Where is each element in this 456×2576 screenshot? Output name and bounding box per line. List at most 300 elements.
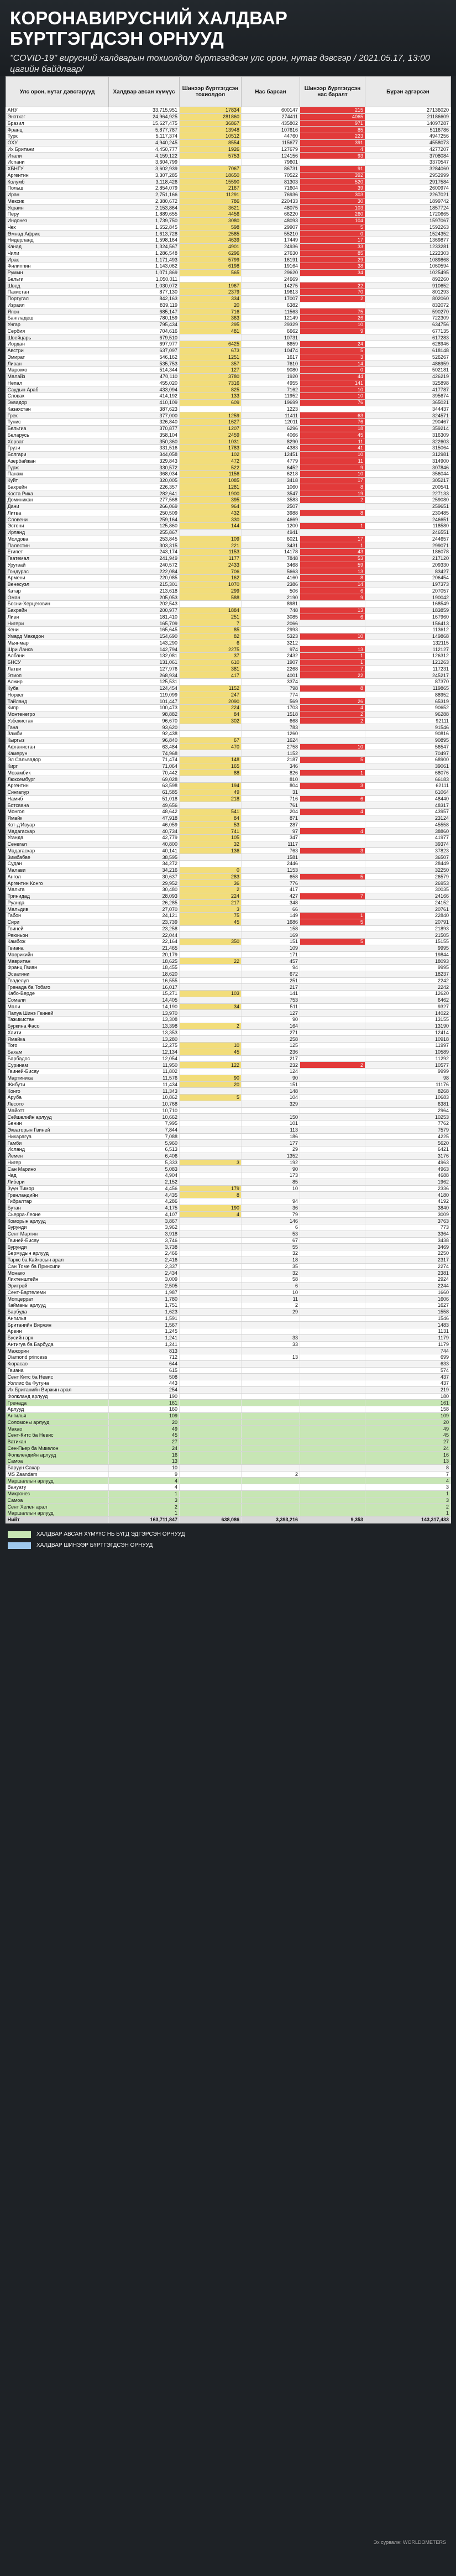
cell-total-cases: 98,882: [109, 711, 180, 718]
cell-country: Алжир: [6, 679, 109, 685]
cell-deaths: 85: [242, 1179, 300, 1185]
cell-deaths: 148: [242, 1088, 300, 1095]
cell-recovered: 7762: [365, 1121, 451, 1127]
cell-new-deaths: [300, 1412, 365, 1419]
cell-new-cases: [180, 1036, 242, 1043]
cell-new-cases: 786: [180, 198, 242, 205]
cell-country: Зүүн Тимор: [6, 1185, 109, 1192]
cell-new-deaths: 4: [300, 146, 365, 153]
cell-new-deaths: 1: [300, 542, 365, 549]
table-row: [6, 568, 451, 575]
cell-recovered: 633: [365, 1360, 451, 1367]
cell-new-cases: [180, 1419, 242, 1426]
table-row: [6, 243, 451, 250]
table-row: [6, 1471, 451, 1478]
cell-recovered: 1857724: [365, 205, 451, 211]
cell-country: Маршаллын арлууд: [6, 1510, 109, 1517]
cell-deaths: [242, 1367, 300, 1374]
cell-new-cases: 194: [180, 783, 242, 789]
cell-new-cases: 1884: [180, 607, 242, 614]
cell-country: Мадагаскар: [6, 847, 109, 854]
cell-recovered: 143,317,433: [365, 1516, 451, 1523]
cell-new-cases: [180, 1146, 242, 1153]
table-row: [6, 620, 451, 627]
cell-new-cases: 122: [180, 1062, 242, 1069]
cell-new-cases: 2379: [180, 289, 242, 296]
cell-deaths: 511: [242, 1003, 300, 1010]
cell-new-cases: 67: [180, 737, 242, 744]
table-row: [6, 321, 451, 328]
cell-country: Намиб: [6, 795, 109, 802]
cell-recovered: 4277207: [365, 146, 451, 153]
cell-new-cases: 45: [180, 919, 242, 925]
cell-country: Гвиней: [6, 925, 109, 932]
cell-new-cases: 2585: [180, 231, 242, 237]
cell-country: Микронез: [6, 1490, 109, 1497]
cell-country: Ангол: [6, 873, 109, 880]
cell-new-cases: 1085: [180, 477, 242, 484]
cell-new-cases: 610: [180, 659, 242, 666]
cell-new-deaths: [300, 991, 365, 997]
cell-new-cases: [180, 1380, 242, 1387]
cell-deaths: 2066: [242, 620, 300, 627]
cell-new-cases: 673: [180, 347, 242, 354]
cell-recovered: 68076: [365, 769, 451, 776]
cell-total-cases: 11,950: [109, 1062, 180, 1069]
cell-total-cases: 46,059: [109, 821, 180, 828]
cell-deaths: 66220: [242, 211, 300, 218]
table-row: [6, 1107, 451, 1114]
table-row: [6, 127, 451, 133]
cell-new-cases: 15590: [180, 179, 242, 185]
cell-new-deaths: 9: [300, 328, 365, 334]
cell-deaths: 506: [242, 588, 300, 594]
cell-recovered: 158: [365, 1406, 451, 1413]
cell-new-cases: [180, 679, 242, 685]
cell-country: Нидерланд: [6, 237, 109, 244]
table-row: [6, 1302, 451, 1309]
cell-new-cases: 565: [180, 269, 242, 276]
cell-country: Коста Рика: [6, 490, 109, 497]
cell-total-cases: 33,715,951: [109, 107, 180, 114]
table-row: [6, 1055, 451, 1062]
cell-new-deaths: 0: [300, 367, 365, 374]
cell-country: Замби: [6, 731, 109, 737]
cell-new-deaths: [300, 1289, 365, 1296]
cell-total-cases: 329,843: [109, 458, 180, 464]
cell-total-cases: 13: [109, 1458, 180, 1465]
cell-total-cases: 795,434: [109, 321, 180, 328]
cell-total-cases: 4,435: [109, 1192, 180, 1198]
cell-recovered: 324571: [365, 412, 451, 419]
cell-recovered: 30035: [365, 887, 451, 893]
legend-swatch-green: [8, 1531, 31, 1538]
table-row: [6, 646, 451, 653]
cell-recovered: 4: [365, 1478, 451, 1484]
cell-country: Сенегал: [6, 841, 109, 847]
cell-deaths: 2507: [242, 503, 300, 510]
cell-country: Баруун Сахар: [6, 1464, 109, 1471]
cell-recovered: 20791: [365, 919, 451, 925]
cell-total-cases: 15,627,475: [109, 120, 180, 127]
cell-new-cases: [180, 1010, 242, 1017]
cell-country: Казахстан: [6, 406, 109, 412]
cell-total-cases: 331,516: [109, 445, 180, 452]
cell-country: Мальта: [6, 887, 109, 893]
cell-total-cases: 1,071,869: [109, 269, 180, 276]
cell-deaths: 8981: [242, 601, 300, 608]
cell-country: Грузи: [6, 445, 109, 452]
cell-deaths: 1518: [242, 711, 300, 718]
cell-new-cases: 82: [180, 633, 242, 640]
cell-new-deaths: [300, 854, 365, 861]
table-row: [6, 1393, 451, 1400]
table-row: [6, 432, 451, 438]
table-row: [6, 763, 451, 769]
cell-deaths: 348: [242, 899, 300, 906]
cell-new-cases: [180, 1510, 242, 1517]
cell-deaths: 2432: [242, 653, 300, 659]
cell-recovered: 10253: [365, 1114, 451, 1121]
cell-total-cases: 1,652,845: [109, 224, 180, 231]
cell-new-deaths: 6: [300, 588, 365, 594]
cell-deaths: 6296: [242, 425, 300, 432]
cell-recovered: 149868: [365, 633, 451, 640]
cell-new-deaths: 260: [300, 211, 365, 218]
table-row: [6, 1146, 451, 1153]
cell-recovered: 45: [365, 1432, 451, 1439]
cell-new-deaths: [300, 1205, 365, 1211]
cell-recovered: 1592263: [365, 224, 451, 231]
cell-new-deaths: 8: [300, 510, 365, 516]
table-row: [6, 1010, 451, 1017]
cell-new-deaths: [300, 1055, 365, 1062]
table-row: [6, 1250, 451, 1257]
cell-recovered: 209330: [365, 562, 451, 568]
cell-new-deaths: 103: [300, 205, 365, 211]
table-row: [6, 1205, 451, 1211]
cell-total-cases: 5,083: [109, 1166, 180, 1172]
cell-country: Аргентин Конго: [6, 880, 109, 887]
cell-recovered: 801293: [365, 289, 451, 296]
cell-total-cases: 22,164: [109, 939, 180, 945]
cell-new-deaths: [300, 1270, 365, 1276]
cell-recovered: 3009: [365, 1211, 451, 1218]
cell-recovered: 12414: [365, 1029, 451, 1036]
cell-recovered: 167960: [365, 614, 451, 620]
cell-new-cases: [180, 951, 242, 958]
cell-total-cases: 344,058: [109, 451, 180, 458]
cell-deaths: 871: [242, 815, 300, 821]
cell-new-cases: 10: [180, 1043, 242, 1049]
cell-new-deaths: [300, 1218, 365, 1224]
cell-total-cases: 3,746: [109, 1237, 180, 1244]
cell-deaths: 804: [242, 783, 300, 789]
cell-country: Бурунди: [6, 1244, 109, 1250]
cell-new-cases: 6198: [180, 263, 242, 270]
cell-new-deaths: 10: [300, 451, 365, 458]
cell-new-cases: [180, 1166, 242, 1172]
cell-recovered: 1606: [365, 1296, 451, 1302]
cell-country: Лихтенштейн: [6, 1276, 109, 1283]
table-row: [6, 503, 451, 510]
cell-new-deaths: [300, 1452, 365, 1458]
cell-new-deaths: 1: [300, 653, 365, 659]
cell-new-deaths: [300, 984, 365, 991]
cell-country: Буркина Фасо: [6, 1023, 109, 1029]
cell-total-cases: 96,840: [109, 737, 180, 744]
cell-total-cases: 23,258: [109, 925, 180, 932]
cell-country: Судан: [6, 861, 109, 867]
cell-total-cases: 1: [109, 1510, 180, 1517]
cell-deaths: 104: [242, 1095, 300, 1101]
cell-deaths: 10474: [242, 347, 300, 354]
cell-country: Сири: [6, 919, 109, 925]
cell-new-cases: [180, 925, 242, 932]
cell-total-cases: 4: [109, 1478, 180, 1484]
cell-recovered: 27: [365, 1438, 451, 1445]
table-row: [6, 1452, 451, 1458]
cell-new-deaths: [300, 276, 365, 282]
cell-new-cases: 88: [180, 769, 242, 776]
cell-new-deaths: [300, 1263, 365, 1270]
cell-new-deaths: [300, 1101, 365, 1107]
cell-country: Азербайжан: [6, 458, 109, 464]
table-row: [6, 1412, 451, 1419]
cell-deaths: 1117: [242, 841, 300, 847]
cell-new-deaths: [300, 1159, 365, 1166]
cell-total-cases: 92,438: [109, 731, 180, 737]
table-row: [6, 880, 451, 887]
cell-country: Аргентин: [6, 783, 109, 789]
table-row: [6, 107, 451, 114]
cell-recovered: 344437: [365, 406, 451, 412]
table-row: [6, 802, 451, 809]
cell-deaths: 6: [242, 1224, 300, 1231]
cell-new-cases: 638,086: [180, 1516, 242, 1523]
cell-new-cases: [180, 1412, 242, 1419]
cell-new-deaths: 22: [300, 282, 365, 289]
cell-total-cases: 780,159: [109, 315, 180, 322]
table-row: [6, 445, 451, 452]
cell-deaths: [242, 1386, 300, 1393]
cell-new-cases: 3780: [180, 373, 242, 380]
cell-new-cases: 4456: [180, 211, 242, 218]
cell-new-deaths: 5: [300, 919, 365, 925]
cell-total-cases: 1,286,548: [109, 250, 180, 256]
cell-recovered: 356044: [365, 471, 451, 478]
cell-total-cases: 414,192: [109, 393, 180, 400]
cell-new-cases: [180, 971, 242, 977]
cell-new-deaths: [300, 1211, 365, 1218]
cell-new-cases: [180, 1497, 242, 1504]
cell-total-cases: 7,995: [109, 1121, 180, 1127]
cell-new-cases: 84: [180, 815, 242, 821]
table-row: [6, 373, 451, 380]
cell-recovered: 96288: [365, 711, 451, 718]
cell-country: Мозамбик: [6, 769, 109, 776]
table-row: [6, 1062, 451, 1069]
cell-recovered: 1233281: [365, 243, 451, 250]
table-row: [6, 302, 451, 308]
cell-country: Бахам: [6, 1049, 109, 1055]
cell-recovered: 290467: [365, 419, 451, 426]
cell-new-deaths: 38: [300, 263, 365, 270]
cell-country: Гондурас: [6, 568, 109, 575]
cell-new-cases: 357: [180, 360, 242, 367]
cell-recovered: 230485: [365, 510, 451, 516]
table-row: [6, 263, 451, 270]
cell-total-cases: 5,333: [109, 1159, 180, 1166]
cell-country: Маршаллын арлууд: [6, 1478, 109, 1484]
table-row: [6, 1069, 451, 1075]
table-row: [6, 523, 451, 530]
cell-new-cases: 1156: [180, 471, 242, 478]
cell-deaths: 10: [242, 1289, 300, 1296]
cell-total-cases: 4,159,122: [109, 153, 180, 159]
cell-new-deaths: [300, 1166, 365, 1172]
total-row: [6, 1516, 451, 1523]
cell-new-deaths: [300, 1172, 365, 1179]
cell-recovered: 14097287: [365, 120, 451, 127]
table-row: [6, 536, 451, 542]
table-row: [6, 217, 451, 224]
cell-recovered: 395674: [365, 393, 451, 400]
cell-total-cases: 535,753: [109, 360, 180, 367]
cell-recovered: 38860: [365, 828, 451, 835]
cell-deaths: 24669: [242, 276, 300, 282]
cell-total-cases: 1,613,728: [109, 231, 180, 237]
cell-country: Ангилья: [6, 1412, 109, 1419]
cell-new-cases: [180, 1296, 242, 1302]
cell-total-cases: 266,069: [109, 503, 180, 510]
cell-country: Гренландийн: [6, 1192, 109, 1198]
cell-new-cases: 103: [180, 991, 242, 997]
cell-country: Ирланд: [6, 529, 109, 536]
cell-recovered: 417787: [365, 386, 451, 393]
cell-total-cases: 163,711,847: [109, 1516, 180, 1523]
table-row: [6, 224, 451, 231]
cell-recovered: 3: [365, 1497, 451, 1504]
cell-deaths: 3212: [242, 640, 300, 646]
cell-new-cases: 2: [180, 887, 242, 893]
cell-total-cases: 18,455: [109, 965, 180, 971]
cell-recovered: 83427: [365, 568, 451, 575]
cell-deaths: 31: [242, 789, 300, 795]
cell-new-cases: [180, 1452, 242, 1458]
cell-recovered: 3284060: [365, 165, 451, 172]
cell-deaths: 29: [242, 1308, 300, 1315]
cell-new-cases: 84: [180, 711, 242, 718]
cell-deaths: 3,393,216: [242, 1516, 300, 1523]
cell-new-deaths: [300, 971, 365, 977]
table-row: [6, 847, 451, 854]
cell-deaths: [242, 1419, 300, 1426]
cell-country: Фолкланд арлууд: [6, 1393, 109, 1400]
cell-recovered: 2336: [365, 1185, 451, 1192]
cell-new-cases: 190: [180, 1205, 242, 1211]
cell-new-cases: [180, 1276, 242, 1283]
cell-total-cases: 240,572: [109, 562, 180, 568]
cell-country: Этиоп: [6, 672, 109, 679]
table-row: [6, 575, 451, 582]
cell-new-deaths: [300, 997, 365, 1003]
cell-country: Вануату: [6, 1484, 109, 1491]
cell-recovered: 6462: [365, 997, 451, 1003]
cell-total-cases: 455,020: [109, 380, 180, 386]
cell-country: Барбадос: [6, 1055, 109, 1062]
cell-country: Малайз: [6, 373, 109, 380]
cell-deaths: 90: [242, 1075, 300, 1081]
table-row: [6, 965, 451, 971]
cell-new-deaths: [300, 1153, 365, 1159]
cell-new-deaths: [300, 861, 365, 867]
table-row: [6, 1211, 451, 1218]
cell-country: Британийн Виржин: [6, 1322, 109, 1328]
cell-new-deaths: [300, 1043, 365, 1049]
cell-total-cases: 161: [109, 1400, 180, 1406]
table-row: [6, 828, 451, 835]
cell-country: Украин: [6, 205, 109, 211]
cell-new-deaths: [300, 1471, 365, 1478]
cell-recovered: 1025495: [365, 269, 451, 276]
cell-total-cases: 5,960: [109, 1140, 180, 1146]
cell-country: Пакистан: [6, 289, 109, 296]
cell-new-cases: 2459: [180, 432, 242, 438]
cell-new-deaths: 10: [300, 744, 365, 750]
cell-total-cases: 514,344: [109, 367, 180, 374]
cell-recovered: 15155: [365, 939, 451, 945]
table-row: [6, 347, 451, 354]
cell-country: Бахрейн: [6, 484, 109, 490]
cell-new-deaths: [300, 1386, 365, 1393]
cell-new-deaths: 10: [300, 633, 365, 640]
cell-new-deaths: 520: [300, 179, 365, 185]
table-row: [6, 841, 451, 847]
cell-new-cases: 6296: [180, 250, 242, 256]
cell-new-deaths: [300, 1380, 365, 1387]
cell-recovered: 21186609: [365, 113, 451, 120]
cell-new-cases: [180, 1017, 242, 1023]
cell-new-cases: 105: [180, 835, 242, 841]
cell-recovered: 1546: [365, 1315, 451, 1322]
table-row: [6, 1374, 451, 1380]
cell-recovered: 2244: [365, 1282, 451, 1289]
cell-deaths: 8659: [242, 341, 300, 348]
cell-total-cases: 40,800: [109, 841, 180, 847]
cell-new-deaths: [300, 1069, 365, 1075]
cell-deaths: 29: [242, 1146, 300, 1153]
cell-deaths: 17449: [242, 237, 300, 244]
cell-new-cases: 34: [180, 1003, 242, 1010]
cell-new-deaths: [300, 503, 365, 510]
cell-total-cases: 3,962: [109, 1224, 180, 1231]
cell-new-cases: 5799: [180, 256, 242, 263]
table-row: [6, 893, 451, 899]
cell-deaths: 11563: [242, 308, 300, 315]
cell-new-deaths: 10: [300, 321, 365, 328]
cell-deaths: 16191: [242, 256, 300, 263]
table-row: [6, 757, 451, 763]
cell-new-deaths: 34: [300, 269, 365, 276]
cell-new-deaths: [300, 529, 365, 536]
cell-country: Испани: [6, 159, 109, 166]
cell-recovered: 118580: [365, 523, 451, 530]
cell-total-cases: 615: [109, 1367, 180, 1374]
cell-total-cases: 2,153,864: [109, 205, 180, 211]
cell-country: Гамби: [6, 1140, 109, 1146]
cell-country: Гана: [6, 724, 109, 731]
